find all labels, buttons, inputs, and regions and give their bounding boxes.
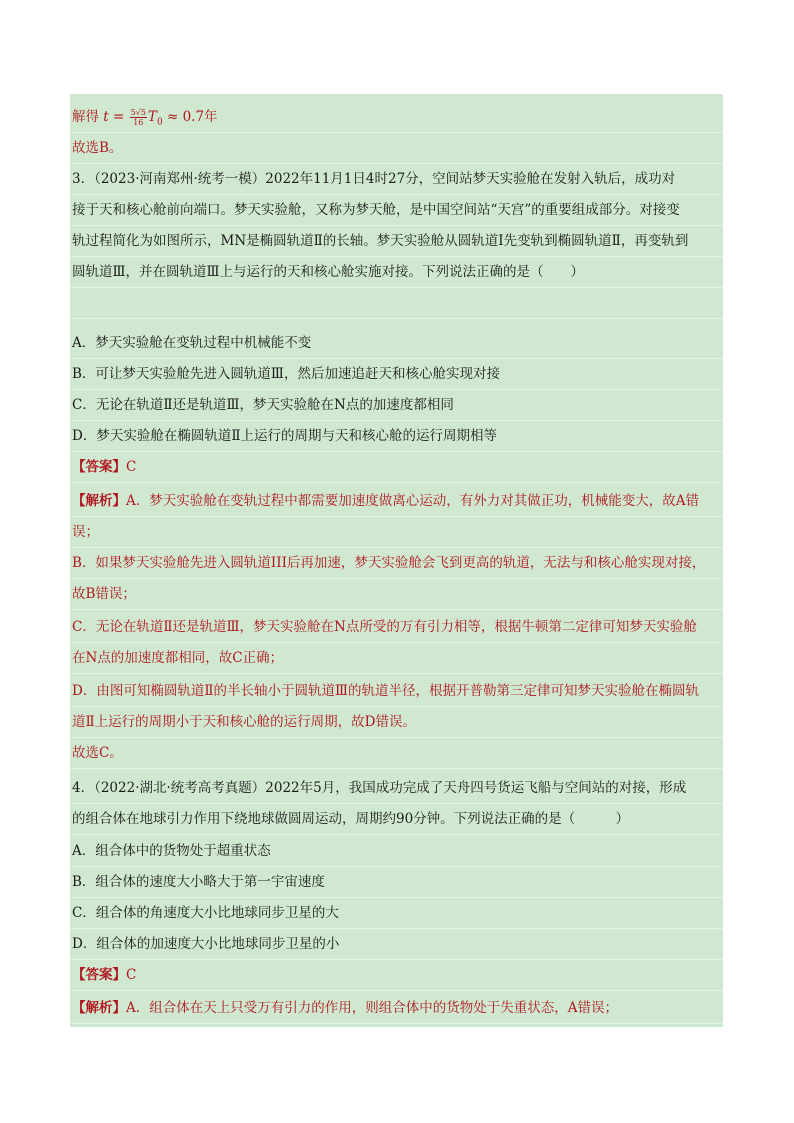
question-4-option-c: C．组合体的角速度大小比地球同步卫星的大 (70, 898, 723, 929)
analysis-line: 误； (70, 517, 723, 548)
fraction-denominator: 16 (133, 118, 144, 127)
question-3-option-b: B．可让梦天实验舱先进入圆轨道Ⅲ，然后加速追赶天和核心舱实现对接 (70, 359, 723, 390)
question-4-option-d: D．组合体的加速度大小比地球同步卫星的小 (70, 929, 723, 960)
question-3-analysis (70, 486, 723, 517)
question-3-stem: 接于天和核心舱前向端口。梦天实验舱，又称为梦天舱，是中国空间站“天宫”的重要组成部分。对接变 (70, 195, 723, 226)
analysis-line: D．由图可知椭圆轨道Ⅱ的半长轴小于圆轨道Ⅲ的轨道半径，根据开普勒第三定律可知梦天实验舱在椭圆轨 (70, 676, 723, 707)
question-4-analysis (70, 993, 723, 1024)
analysis-text: A．组合体在天上只受万有引力的作用，则组合体中的货物处于失重状态，A错误； (126, 1000, 618, 1016)
question-4-stem: 4．（2022·湖北·统考高考真题）2022年5月，我国成功完成了天舟四号货运飞船与空间站的对接，形成 (70, 773, 723, 804)
question-4-answer (70, 960, 723, 991)
question-4-stem: 的组合体在地球引力作用下绕地球做圆周运动，周期约90分钟。下列说法正确的是（ ） (70, 804, 723, 835)
document-page (70, 94, 723, 1027)
question-3-option-d: D．梦天实验舱在椭圆轨道Ⅱ上运行的周期与天和核心舱的运行周期相等 (70, 421, 723, 452)
question-3-option-c: C．无论在轨道Ⅱ还是轨道Ⅲ，梦天实验舱在N点的加速度都相同 (70, 390, 723, 421)
solution-formula-line (70, 102, 723, 133)
analysis-label: 【解析】 (72, 493, 126, 509)
answer-value: C (126, 967, 137, 983)
question-3-stem: 3．（2023·河南郑州·统考一模）2022年11月1日4时27分，空间站梦天实验舱在发射入轨后，成功对 (70, 164, 723, 195)
analysis-label: 【解析】 (72, 1000, 126, 1016)
question-4-option-b: B．组合体的速度大小略大于第一宇宙速度 (70, 867, 723, 898)
analysis-line: 在N点的加速度都相同，故C正确； (70, 643, 723, 674)
analysis-line: 道Ⅱ上运行的周期小于天和核心舱的运行周期，故D错误。 (70, 707, 723, 738)
formula-period: T (147, 109, 157, 125)
answer-label: 【答案】 (72, 459, 126, 475)
formula-approx: ≈ 0.7年 (166, 109, 218, 125)
conclusion-line: 故选C。 (70, 738, 723, 769)
question-4-option-a: A．组合体中的货物处于超重状态 (70, 836, 723, 867)
text-line: 故选B。 (70, 133, 723, 164)
question-3-stem: 圆轨道Ⅲ，并在圆轨道Ⅲ上与运行的天和核心舱实施对接。下列说法正确的是（ ） (70, 257, 723, 288)
answer-label: 【答案】 (72, 967, 126, 983)
blank-line (70, 288, 723, 319)
analysis-line: B．如果梦天实验舱先进入圆轨道III后再加速，梦天实验舱会飞到更高的轨道，无法与和核心舱实现对接， (70, 548, 723, 579)
question-3-answer (70, 452, 723, 483)
analysis-line: 故B错误； (70, 579, 723, 610)
formula-fraction (130, 108, 147, 127)
question-3-stem: 轨过程简化为如图所示，MN是椭圆轨道Ⅱ的长轴。梦天实验舱从圆轨道Ⅰ先变轨到椭圆轨道Ⅱ，再变轨到 (70, 226, 723, 257)
formula-equals: = (113, 109, 125, 125)
formula-period-subscript: 0 (156, 117, 163, 128)
analysis-line: C．无论在轨道Ⅱ还是轨道Ⅲ，梦天实验舱在N点所受的万有引力相等，根据牛顿第二定律可知梦天实验舱 (70, 612, 723, 643)
formula-variable: t (103, 109, 109, 125)
solution-prefix: 解得 (72, 109, 99, 125)
fraction-numerator: 5√5 (130, 108, 146, 117)
answer-value: C (126, 459, 137, 475)
question-3-option-a: A．梦天实验舱在变轨过程中机械能不变 (70, 328, 723, 359)
analysis-text: A．梦天实验舱在变轨过程中都需要加速度做离心运动，有外力对其做正功，机械能变大，故A错 (126, 493, 699, 509)
